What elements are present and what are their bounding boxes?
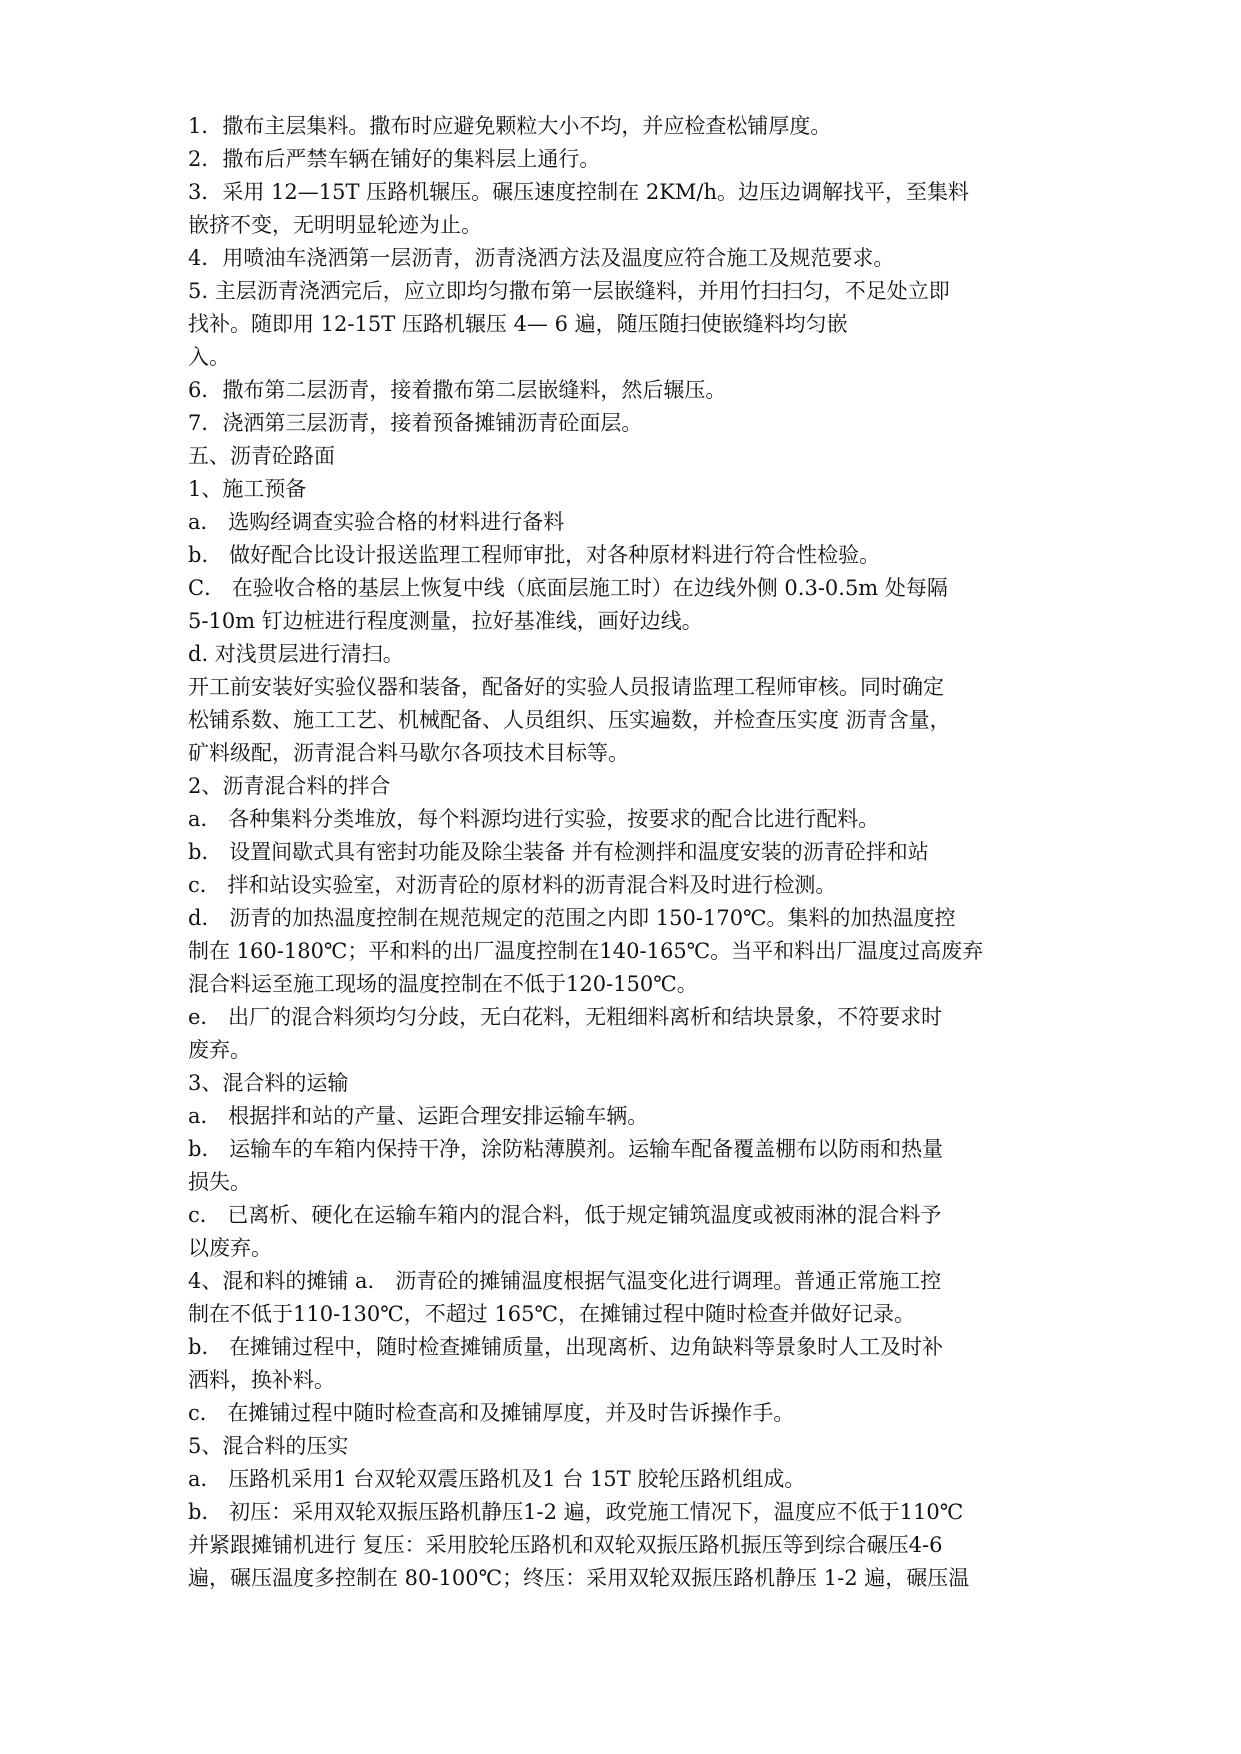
- text-line: 开工前安装好实验仪器和装备，配备好的实验人员报请监理工程师审核。同时确定: [188, 675, 944, 699]
- text-line: 制在 160-180℃；平和料的出厂温度控制在140-165℃。当平和料出厂温度过高废弃: [188, 939, 984, 963]
- text-line: 以废弃。: [188, 1236, 272, 1260]
- text-line: d. 对浅贯层进行清扫。: [188, 642, 404, 666]
- text-line: 洒料，换补料。: [188, 1368, 335, 1392]
- text-line: c． 拌和站设实验室，对沥青砼的原材料的沥青混合料及时进行检测。: [188, 873, 837, 897]
- text-line: a． 选购经调查实验合格的材料进行备料: [188, 510, 565, 534]
- text-line: c． 已离析、硬化在运输车箱内的混合料，低于规定铺筑温度或被雨淋的混合料予: [188, 1203, 942, 1227]
- text-line: b． 在摊铺过程中，随时检查摊铺质量，出现离析、边角缺料等景象时人工及时补: [188, 1335, 944, 1359]
- text-line: 4、混和料的摊铺 a． 沥青砼的摊铺温度根据气温变化进行调理。普通正常施工控: [188, 1269, 942, 1293]
- text-line: a． 根据拌和站的产量、运距合理安排运输车辆。: [188, 1104, 649, 1128]
- text-line: 1．撒布主层集料。撒布时应避免颗粒大小不均，并应检查松铺厚度。: [188, 114, 832, 138]
- text-line: b． 初压：采用双轮双振压路机静压1-2 遍，政党施工情况下，温度应不低于110℃: [188, 1500, 964, 1524]
- text-line: 5. 主层沥青浇洒完后，应立即均匀撒布第一层嵌缝料，并用竹扫扫匀，不足处立即: [188, 279, 950, 303]
- text-line: b． 运输车的车箱内保持干净，涂防粘薄膜剂。运输车配备覆盖棚布以防雨和热量: [188, 1137, 944, 1161]
- text-line: b． 设置间歇式具有密封功能及除尘装备 并有检测拌和温度安装的沥青砼拌和站: [188, 840, 929, 864]
- text-line: 5-10m 钉边桩进行程度测量，拉好基准线，画好边线。: [188, 609, 703, 633]
- text-line: 松铺系数、施工工艺、机械配备、人员组织、压实遍数，并检查压实度 沥青含量，: [188, 708, 951, 732]
- text-line: 嵌挤不变，无明明显轮迹为止。: [188, 213, 482, 237]
- text-line: 2、沥青混合料的拌合: [188, 774, 391, 798]
- text-line: 矿料级配，沥青混合料马歇尔各项技术目标等。: [188, 741, 629, 765]
- text-line: b． 做好配合比设计报送监理工程师审批，对各种原材料进行符合性检验。: [188, 543, 881, 567]
- text-line: 7．浇洒第三层沥青，接着预备摊铺沥青砼面层。: [188, 411, 643, 435]
- text-line: 遍，碾压温度多控制在 80-100℃；终压：采用双轮双振压路机静压 1-2 遍，碾压温: [188, 1566, 970, 1590]
- text-line: 损失。: [188, 1170, 251, 1194]
- document-body: [188, 110, 1088, 1595]
- text-line: 制在不低于110-130℃，不超过 165℃，在摊铺过程中随时检查并做好记录。: [188, 1302, 915, 1326]
- text-line: a． 压路机采用1 台双轮双震压路机及1 台 15T 胶轮压路机组成。: [188, 1467, 806, 1491]
- text-line: 6．撒布第二层沥青，接着撒布第二层嵌缝料，然后辗压。: [188, 378, 727, 402]
- text-line: 并紧跟摊铺机进行 复压：采用胶轮压路机和双轮双振压路机振压等到综合碾压4-6: [188, 1533, 943, 1557]
- text-line: 5、混合料的压实: [188, 1434, 349, 1458]
- text-line: 1、施工预备: [188, 477, 307, 501]
- text-line: 混合料运至施工现场的温度控制在不低于120-150℃。: [188, 972, 698, 996]
- text-line: a． 各种集料分类堆放，每个料源均进行实验，按要求的配合比进行配料。: [188, 807, 880, 831]
- text-line: C． 在验收合格的基层上恢复中线（底面层施工时）在边线外侧 0.3-0.5m 处每隔: [188, 576, 948, 600]
- text-line: 3、混合料的运输: [188, 1071, 349, 1095]
- text-line: e． 出厂的混合料须均匀分歧，无白花料，无粗细料离析和结块景象，不符要求时: [188, 1005, 943, 1029]
- text-line: 2．撒布后严禁车辆在铺好的集料层上通行。: [188, 147, 601, 171]
- text-line: d． 沥青的加热温度控制在规范规定的范围之内即 150-170℃。集料的加热温度控: [188, 906, 956, 930]
- text-line: 4．用喷油车浇洒第一层沥青，沥青浇洒方法及温度应符合施工及规范要求。: [188, 246, 895, 270]
- text-line: 3．采用 12—15T 压路机辗压。碾压速度控制在 2KM/h。边压边调解找平，至集料: [188, 180, 969, 204]
- text-line: 五、沥青砼路面: [188, 444, 335, 468]
- text-line: 找补。随即用 12-15T 压路机辗压 4— 6 遍，随压随扫使嵌缝料均匀嵌: [188, 312, 848, 336]
- text-line: 入。: [188, 345, 230, 369]
- text-line: 废弃。: [188, 1038, 251, 1062]
- text-line: c． 在摊铺过程中随时检查高和及摊铺厚度，并及时告诉操作手。: [188, 1401, 795, 1425]
